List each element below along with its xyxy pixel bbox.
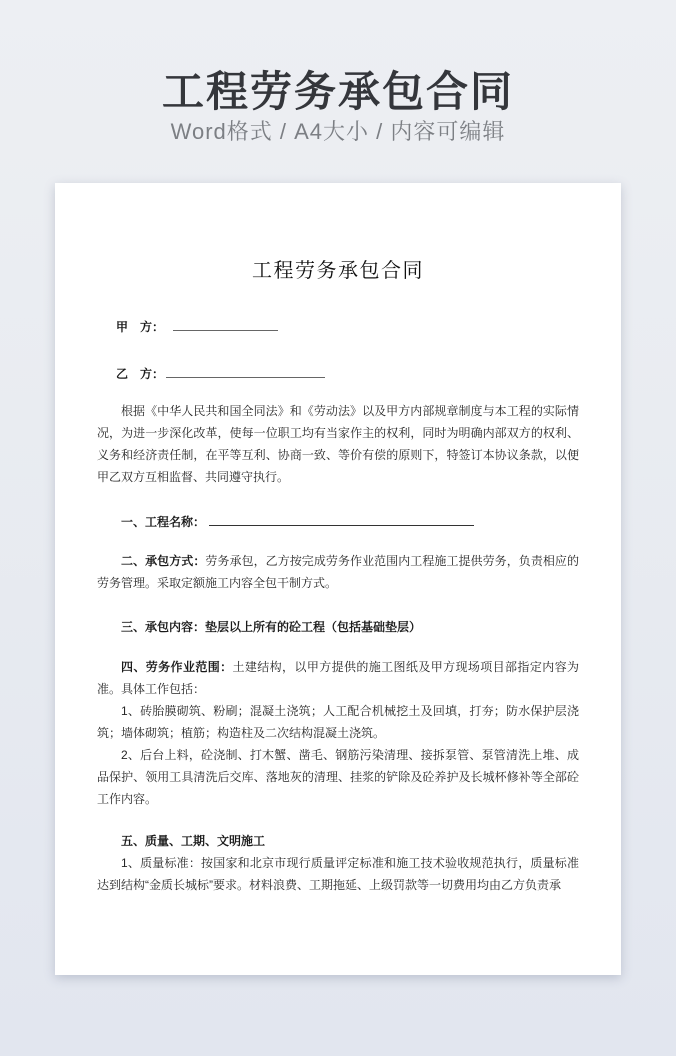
party-a-label: 甲 方： xyxy=(116,320,165,334)
party-b-label: 乙 方： xyxy=(116,367,165,381)
banner-title: 工程劳务承包合同 xyxy=(161,68,514,115)
document-body xyxy=(97,259,579,896)
section-5-item-1: 1、质量标准：按国家和北京市现行质量评定标准和施工技术验收规范执行，质量标准达到结构“金质长城标”要求。材料浪费、工期拖延、上级罚款等一切费用均由乙方负责承 xyxy=(97,856,579,892)
intro-paragraph: 根据《中华人民共和国全同法》和《劳动法》以及甲方内部规章制度与本工程的实际情况，为进一步深化改革，使每一位职工均有当家作主的权利，同时为明确内部双方的权利、义务和经济责任制，在平等互利、协商一致、等价有偿的原则下，特签订本协议条款，以便甲乙双方互相监督、共同遵守执行。 xyxy=(97,404,579,484)
section-4-text: 土建结构，以甲方提供的施工图纸及甲方现场项目部指定内容为准。具体工作包括： xyxy=(97,660,579,696)
section-4-labor-scope xyxy=(97,656,579,700)
banner xyxy=(0,0,676,146)
project-name-blank-line xyxy=(209,513,474,526)
section-1-label: 一、工程名称： xyxy=(121,515,206,529)
document-title: 工程劳务承包合同 xyxy=(252,260,424,282)
section-1-project-name xyxy=(97,511,579,533)
section-5-quality-heading: 五、质量、工期、文明施工 xyxy=(121,834,266,848)
section-4-item-1: 1、砖胎膜砌筑、粉刷；混凝土浇筑；人工配合机械挖土及回填，打夯；防水保护层浇筑；墙体砌筑；植筋；构造柱及二次结构混凝土浇筑。 xyxy=(97,704,579,740)
section-4-label: 四、劳务作业范围： xyxy=(121,660,233,674)
document-page xyxy=(55,183,621,975)
party-a-line xyxy=(97,316,579,338)
section-4-item-2: 2、后台上料，砼浇制、打木蟹、凿毛、钢筋污染清理、接拆泵管、泵管清洗上堆、成品保护、领用工具清洗后交库、落地灰的清理、挂浆的铲除及砼养护及长城杯修补等全部砼工作内容。 xyxy=(97,748,579,806)
section-2-text: 劳务承包，乙方按完成劳务作业范围内工程施工提供劳务，负责相应的劳务管理。采取定额施工内容全包干制方式。 xyxy=(97,554,579,590)
party-a-blank-line xyxy=(173,318,278,331)
section-2-contract-method xyxy=(97,550,579,594)
party-b-line xyxy=(97,363,579,385)
banner-subtitle: Word格式 / A4大小 / 内容可编辑 xyxy=(170,119,506,144)
section-3-contract-content: 三、承包内容：垫层以上所有的砼工程（包括基础垫层） xyxy=(121,620,422,634)
party-b-blank-line xyxy=(166,365,325,378)
section-2-label: 二、承包方式： xyxy=(121,554,206,568)
